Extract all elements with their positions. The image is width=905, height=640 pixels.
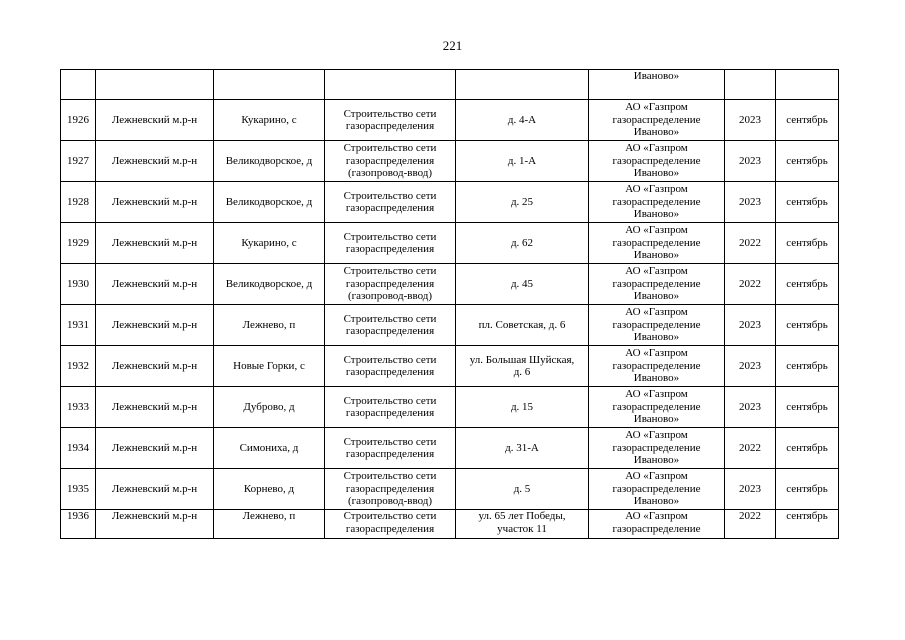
cell-locality: Великодворское, д [214,141,325,182]
table-row [61,510,839,539]
cell-operator-line: Иваново» [633,208,680,221]
cell-month: сентябрь [776,182,839,223]
cell-work-line: газораспределения [345,482,435,495]
cell-num: 1932 [61,346,96,387]
cell-work-line: газораспределения [345,407,435,419]
cell-district: Лежневский м.р-н [96,510,214,539]
cell-work [325,428,456,469]
cell-month: сентябрь [776,346,839,387]
cell-work [325,469,456,510]
cell-year: 2023 [725,141,776,182]
table-row-continuation [61,70,839,100]
cell-year [725,70,776,100]
cell-locality: Кукарино, с [214,100,325,141]
cell-address-line: д. 5 [513,482,531,495]
cell-work-line: Строительство сети [343,230,437,243]
cell-address-line: д. 15 [510,400,534,413]
cell-work-line: газораспределения [345,277,435,290]
cell-num: 1935 [61,469,96,510]
cell-work-line: Строительство сети [343,510,437,522]
cell-num: 1927 [61,141,96,182]
cell-work [325,387,456,428]
cell-operator-line: газораспределение [612,359,701,372]
cell-operator-line: газораспределение [612,277,701,290]
cell-work [325,100,456,141]
cell-operator [589,223,725,264]
cell-month: сентябрь [776,100,839,141]
cell-operator-line: Иваново» [633,290,680,303]
cell-address-line: пл. Советская, д. 6 [478,318,566,331]
cell-address [456,510,589,539]
cell-work-line: Строительство сети [343,107,437,120]
gasification-table [60,69,839,539]
cell-district: Лежневский м.р-н [96,387,214,428]
cell-address-line: ул. Большая Шуйская, [469,353,575,366]
cell-operator-line: Иваново» [633,126,680,139]
cell-operator [589,100,725,141]
cell-operator [589,141,725,182]
cell-district: Лежневский м.р-н [96,264,214,305]
cell-address-line: д. 1-А [507,154,537,167]
cell-address [456,70,589,100]
cell-operator [589,346,725,387]
cell-month: сентябрь [776,141,839,182]
cell-work-line: газораспределения [345,243,435,255]
cell-operator-line: Иваново» [633,167,680,180]
cell-operator-line: газораспределение [612,154,701,167]
cell-operator [589,387,725,428]
cell-district: Лежневский м.р-н [96,223,214,264]
cell-year: 2023 [725,387,776,428]
cell-operator-line: Иваново» [633,249,680,262]
cell-work [325,141,456,182]
cell-district: Лежневский м.р-н [96,346,214,387]
cell-work-line: Строительство сети [343,189,437,202]
cell-operator-line: АО «Газпром [625,470,688,483]
table-row [61,346,839,387]
cell-work [325,182,456,223]
cell-num: 1929 [61,223,96,264]
table-row [61,182,839,223]
cell-locality: Кукарино, с [214,223,325,264]
cell-operator-line: газораспределение [612,522,701,535]
cell-work-line: (газопровод-ввод) [347,290,433,303]
table-row [61,223,839,264]
cell-work-line: газораспределения [345,448,435,460]
cell-year: 2022 [725,223,776,264]
cell-address-line: д. 45 [510,277,534,290]
cell-work-line: газораспределения [345,522,435,535]
cell-work-line: Строительство сети [343,312,437,325]
table-row [61,141,839,182]
cell-num: 1928 [61,182,96,223]
cell-address-line: д. 6 [513,366,531,378]
cell-locality: Лежнево, п [214,510,325,539]
cell-locality: Симониха, д [214,428,325,469]
cell-month: сентябрь [776,510,839,539]
cell-work-line: газораспределения [345,325,435,337]
cell-address-line: ул. 65 лет Победы, [478,510,566,522]
cell-district: Лежневский м.р-н [96,469,214,510]
cell-month: сентябрь [776,305,839,346]
cell-district: Лежневский м.р-н [96,305,214,346]
cell-year: 2022 [725,264,776,305]
cell-operator-line: АО «Газпром [625,429,688,442]
cell-year: 2023 [725,469,776,510]
cell-month: сентябрь [776,223,839,264]
cell-num [61,70,96,100]
cell-work-line: Строительство сети [343,470,437,483]
cell-work [325,305,456,346]
cell-address-line: д. 62 [510,236,534,249]
cell-operator-line: газораспределение [612,441,701,454]
cell-district: Лежневский м.р-н [96,100,214,141]
cell-address [456,305,589,346]
cell-operator [589,182,725,223]
cell-month: сентябрь [776,387,839,428]
cell-address-line: участок 11 [497,522,547,535]
cell-num: 1926 [61,100,96,141]
cell-operator-line: АО «Газпром [625,101,688,114]
cell-operator-line: Иваново» [633,331,680,344]
cell-district: Лежневский м.р-н [96,141,214,182]
cell-operator-line: Иваново» [633,454,680,467]
cell-operator-line: АО «Газпром [625,306,688,319]
cell-operator-line: АО «Газпром [625,265,688,278]
cell-operator-line: газораспределение [612,195,701,208]
cell-operator-line: АО «Газпром [625,510,688,522]
cell-work [325,70,456,100]
cell-work-line: газораспределения [345,366,435,378]
cell-address [456,346,589,387]
cell-locality: Великодворское, д [214,264,325,305]
cell-operator [589,428,725,469]
cell-operator-line: Иваново» [633,372,680,385]
cell-num: 1936 [61,510,96,539]
cell-district: Лежневский м.р-н [96,428,214,469]
cell-work [325,223,456,264]
cell-year: 2023 [725,182,776,223]
cell-year: 2022 [725,510,776,539]
cell-year: 2023 [725,305,776,346]
cell-operator-line: Иваново» [633,413,680,426]
cell-num: 1934 [61,428,96,469]
cell-address-line: д. 4-А [507,113,537,126]
cell-address [456,100,589,141]
cell-year: 2023 [725,100,776,141]
cell-operator-line: газораспределение [612,400,701,413]
cell-work [325,510,456,539]
cell-year: 2023 [725,346,776,387]
cell-work-line: Строительство сети [343,353,437,366]
table-row [61,428,839,469]
cell-locality: Корнево, д [214,469,325,510]
cell-num: 1931 [61,305,96,346]
cell-address [456,428,589,469]
cell-operator-line: газораспределение [612,318,701,331]
cell-address-line: д. 25 [510,195,534,208]
cell-work-line: Строительство сети [343,394,437,407]
table-row [61,305,839,346]
cell-month [776,70,839,100]
cell-operator-line: газораспределение [612,236,701,249]
cell-address [456,223,589,264]
cell-address [456,264,589,305]
cell-work-line: Строительство сети [343,435,437,448]
cell-operator [589,510,725,539]
cell-work [325,346,456,387]
page-number: 221 [442,38,463,53]
cell-num: 1933 [61,387,96,428]
cell-address-line: д. 31-А [505,441,539,454]
cell-district: Лежневский м.р-н [96,182,214,223]
cell-work-line: Строительство сети [343,142,437,155]
cell-operator-line: газораспределение [612,113,701,126]
table-row [61,264,839,305]
cell-operator-line: газораспределение [612,482,701,495]
table-row [61,387,839,428]
cell-month: сентябрь [776,428,839,469]
cell-address [456,182,589,223]
cell-operator-line: Иваново» [633,495,680,508]
cell-operator-line: АО «Газпром [625,347,688,360]
cell-locality: Великодворское, д [214,182,325,223]
cell-operator [589,305,725,346]
cell-work-line: Строительство сети [343,265,437,278]
table-row [61,469,839,510]
cell-locality: Новые Горки, с [214,346,325,387]
cell-month: сентябрь [776,469,839,510]
cell-operator-line: АО «Газпром [625,388,688,401]
cell-work-line: (газопровод-ввод) [347,167,433,180]
cell-operator [589,264,725,305]
table-body [61,70,839,539]
cell-locality: Лежнево, п [214,305,325,346]
cell-work-line: газораспределения [345,120,435,132]
cell-district [96,70,214,100]
cell-month: сентябрь [776,264,839,305]
cell-address [456,141,589,182]
cell-address [456,387,589,428]
cell-operator-line: АО «Газпром [625,224,688,237]
cell-work-line: газораспределения [345,154,435,167]
cell-operator-line: АО «Газпром [625,183,688,196]
cell-num: 1930 [61,264,96,305]
cell-work-line: газораспределения [345,202,435,214]
cell-year: 2022 [725,428,776,469]
table-row [61,100,839,141]
cell-operator: Иваново» [589,70,725,100]
cell-work [325,264,456,305]
cell-operator [589,469,725,510]
cell-address [456,469,589,510]
cell-operator-line: АО «Газпром [625,142,688,155]
cell-work-line: (газопровод-ввод) [347,495,433,508]
cell-locality [214,70,325,100]
cell-locality: Дуброво, д [214,387,325,428]
